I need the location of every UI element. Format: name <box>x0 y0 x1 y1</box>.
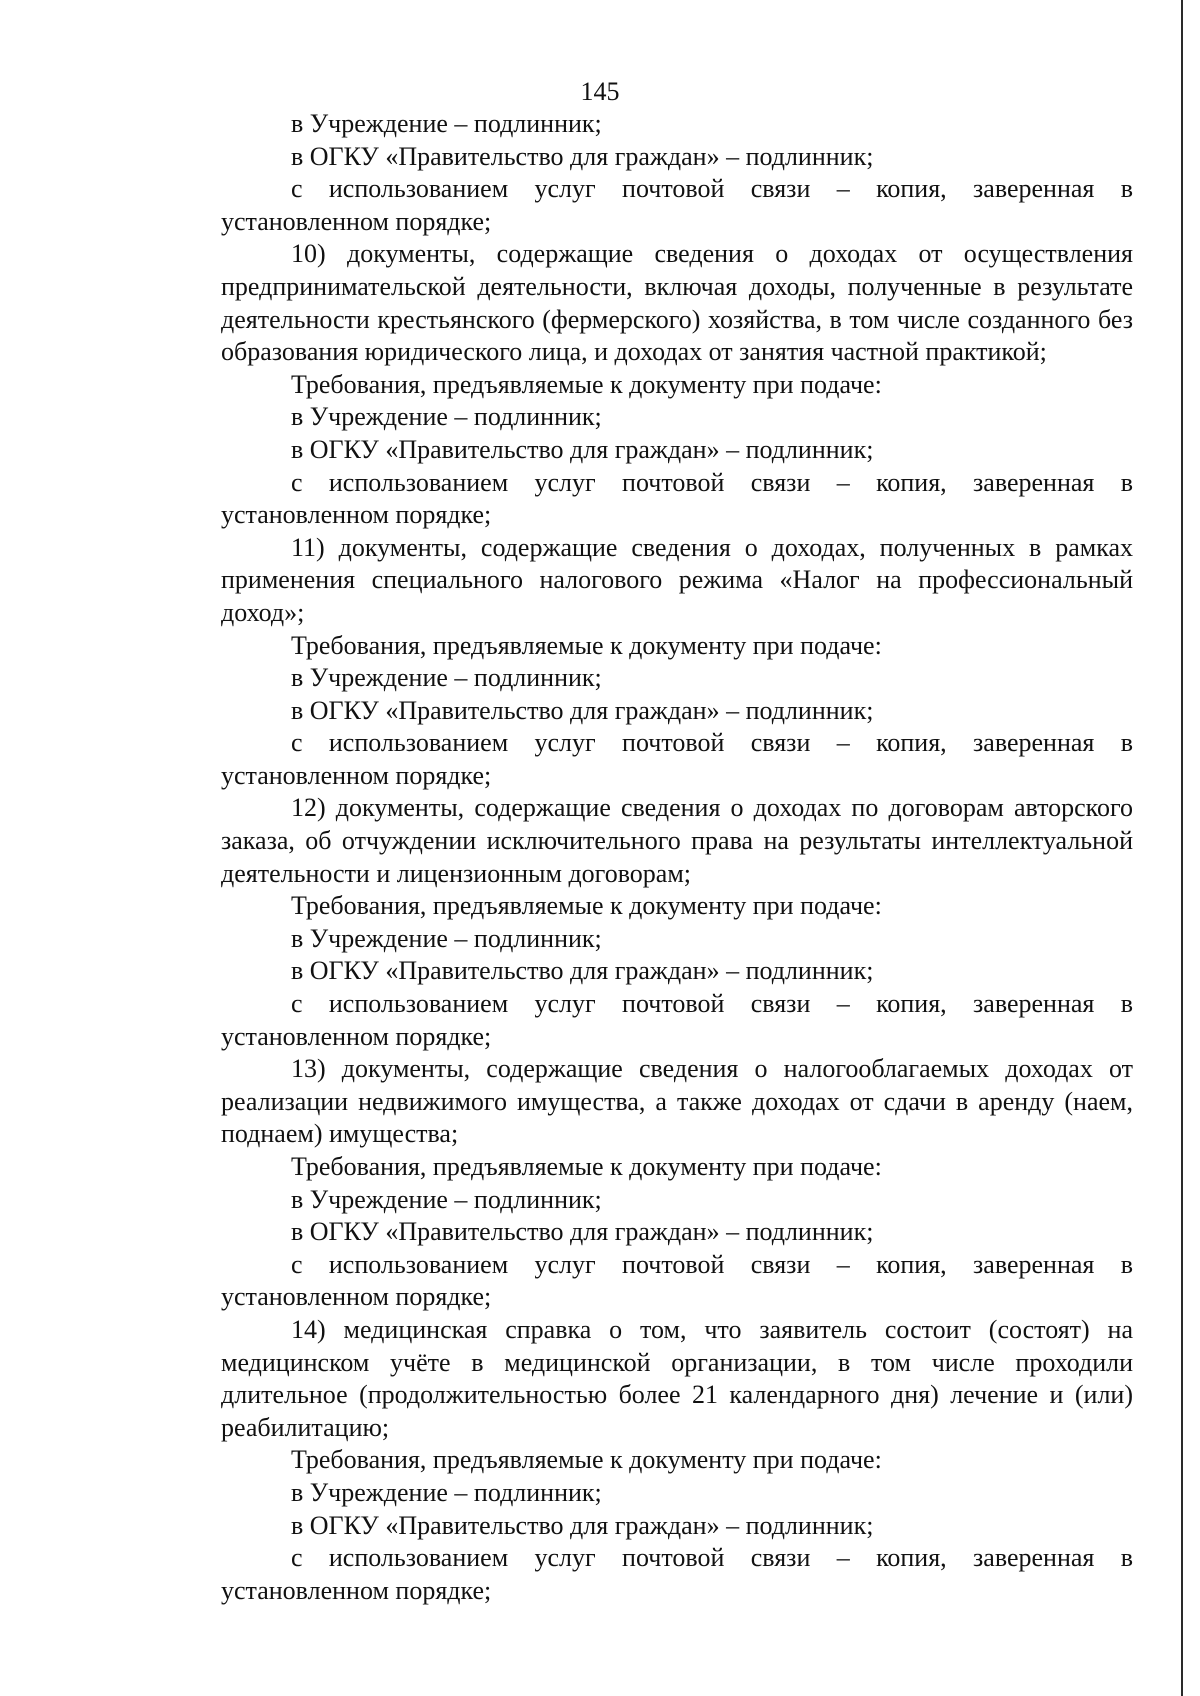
paragraph: 13) документы, содержащие сведения о налогооблагаемых доходах от реализации недвижимого имущества, а также доходах от сдачи в аренду (наем, поднаем) имущества; <box>221 1054 1133 1149</box>
paragraph: в ОГКУ «Правительство для граждан» – подлинник; <box>291 141 874 171</box>
page-number: 145 <box>580 77 620 106</box>
paragraph: с использованием услуг почтовой связи – копия, заверенная в установленном порядке; <box>221 1543 1133 1605</box>
paragraph: Требования, предъявляемые к документу при подаче: <box>291 891 882 921</box>
paragraph: в Учреждение – подлинник; <box>291 1184 602 1214</box>
paragraph: Требования, предъявляемые к документу при подаче: <box>291 1152 882 1181</box>
paragraph: Требования, предъявляемые к документу при подаче: <box>291 630 882 660</box>
paragraph: 12) документы, содержащие сведения о доходах по договорам авторского заказа, об отчуждении исключительного права на результаты интеллектуальной деятельности и лицензионным договорам; <box>221 793 1133 888</box>
paragraph: Требования, предъявляемые к документу при подаче: <box>291 1445 882 1475</box>
page-edge-line <box>1181 0 1183 1696</box>
paragraph: в Учреждение – подлинник; <box>291 109 602 138</box>
paragraph: с использованием услуг почтовой связи – копия, заверенная в установленном порядке; <box>221 174 1133 236</box>
paragraph: в Учреждение – подлинник; <box>291 1477 602 1507</box>
paragraph: в Учреждение – подлинник; <box>291 663 602 693</box>
paragraph: 10) документы, содержащие сведения о доходах от осуществления предпринимательской деятельности, включая доходы, полученные в результате деятельности крестьянского (фермерского) хозяйства, в том числе созданного без образования юридического лица, и доходах от занятия частной практикой; <box>221 239 1133 367</box>
paragraph: 11) документы, содержащие сведения о доходах, полученных в рамках применения специального налогового режима «Налог на профессиональный доход»; <box>221 532 1133 627</box>
paragraph: в ОГКУ «Правительство для граждан» – подлинник; <box>291 956 874 986</box>
paragraph: с использованием услуг почтовой связи – копия, заверенная в установленном порядке; <box>221 1249 1133 1312</box>
paragraph: с использованием услуг почтовой связи – копия, заверенная в установленном порядке; <box>221 989 1133 1051</box>
document-body <box>221 108 1133 1607</box>
paragraph: в Учреждение – подлинник; <box>291 402 602 432</box>
paragraph: 14) медицинская справка о том, что заявитель состоит (состоят) на медицинском учёте в медицинской организации, в том числе проходили длительное (продолжительностью более 21 календарного дня) лечение и (или) реабилитацию; <box>221 1314 1133 1442</box>
paragraph: Требования, предъявляемые к документу при подаче: <box>291 369 882 399</box>
paragraph: в ОГКУ «Правительство для граждан» – подлинник; <box>291 1217 874 1247</box>
paragraph: с использованием услуг почтовой связи – копия, заверенная в установленном порядке; <box>221 728 1133 790</box>
paragraph: в ОГКУ «Правительство для граждан» – подлинник; <box>291 434 874 464</box>
paragraph: в ОГКУ «Правительство для граждан» – подлинник; <box>291 1510 874 1540</box>
paragraph: в ОГКУ «Правительство для граждан» – подлинник; <box>291 695 874 725</box>
paragraph: с использованием услуг почтовой связи – копия, заверенная в установленном порядке; <box>221 467 1133 530</box>
paragraph: в Учреждение – подлинник; <box>291 923 602 953</box>
